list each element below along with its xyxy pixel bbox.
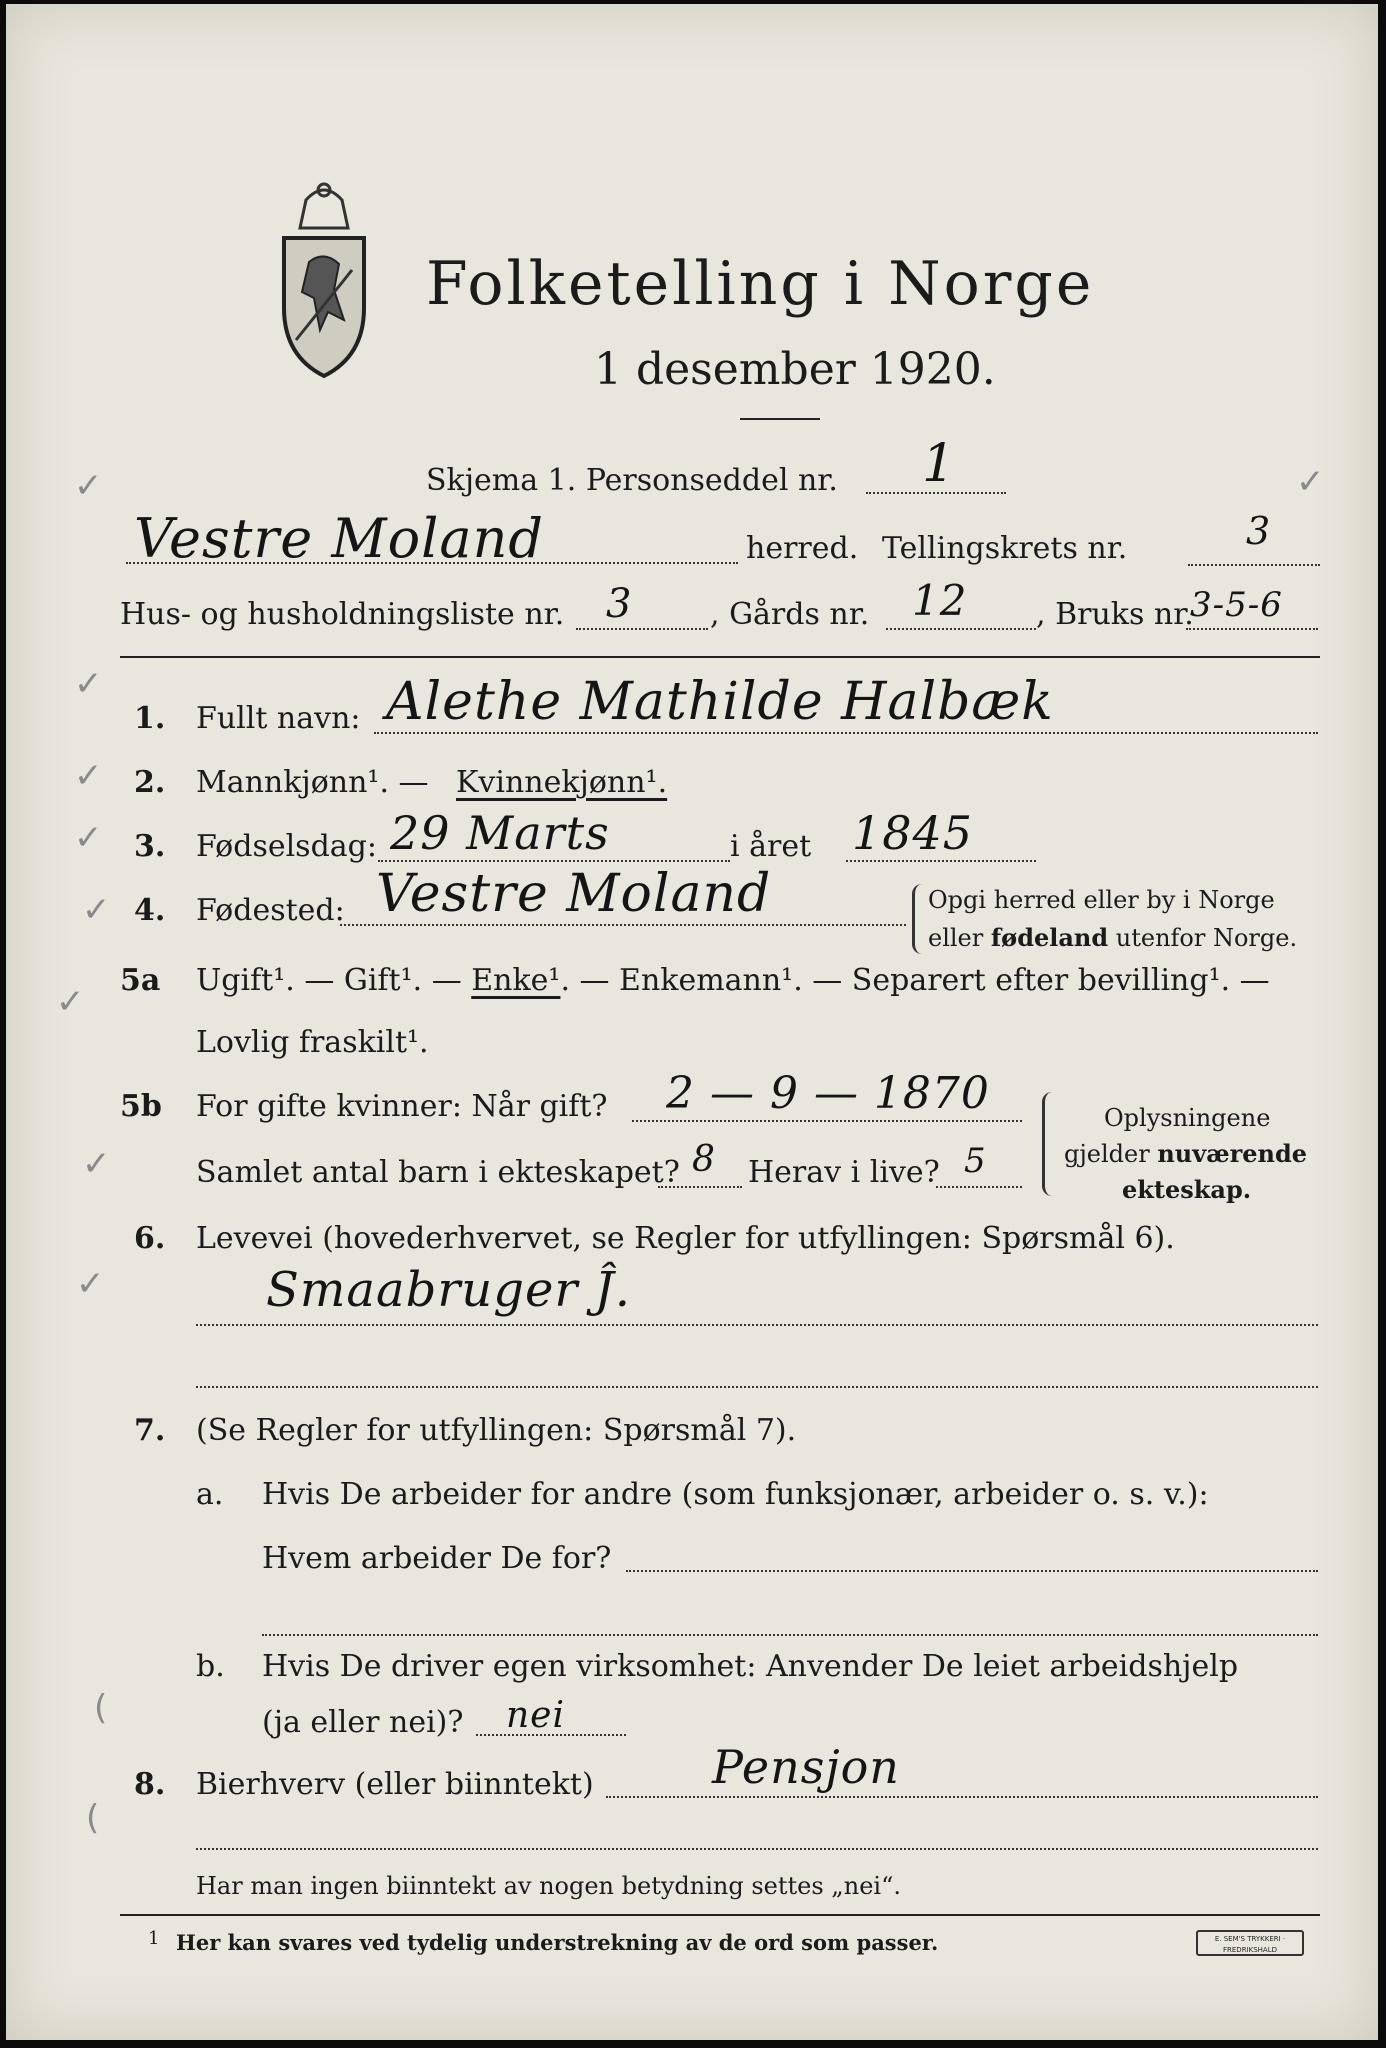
q8-value: Pensjon xyxy=(712,1740,900,1794)
q4-note-2: eller fødeland utenfor Norge. xyxy=(928,923,1298,952)
printer-stamp xyxy=(1196,1930,1304,1956)
q7a-line-2 xyxy=(262,1634,1318,1636)
q3-label: Fødselsdag: xyxy=(196,829,377,864)
gards-value: 12 xyxy=(912,576,968,625)
q7b-number: b. xyxy=(196,1649,225,1684)
bruks-value: 3-5-6 xyxy=(1190,585,1283,625)
title-divider xyxy=(740,418,820,420)
q7a-number: a. xyxy=(196,1477,224,1512)
q4-value: Vestre Moland xyxy=(376,864,772,924)
q5a-option-divorced: Lovlig fraskilt¹. xyxy=(196,1025,429,1060)
q2-option-female: Kvinnekjønn¹. xyxy=(456,765,668,800)
q2-option-male: Mannkjønn¹. — xyxy=(196,765,429,800)
section-divider xyxy=(120,656,1320,658)
q3-year-line xyxy=(846,860,1036,862)
checkmark-icon: ✓ xyxy=(82,890,111,930)
q5b-children-line xyxy=(658,1186,742,1188)
q5b-note-3: ekteskap. xyxy=(1122,1175,1252,1204)
checkmark-icon: ✓ xyxy=(74,466,103,506)
tellingskrets-value: 3 xyxy=(1246,509,1272,553)
q5b-alive-line xyxy=(936,1186,1022,1188)
q5a-number: 5a xyxy=(120,963,161,998)
q6-number: 6. xyxy=(134,1221,166,1256)
q3-day-value: 29 Marts xyxy=(390,806,610,860)
q7-number: 7. xyxy=(134,1413,166,1448)
q2-number: 2. xyxy=(134,765,166,800)
q5b-label-alive: Herav i live? xyxy=(748,1155,940,1190)
q7-label: (Se Regler for utfyllingen: Spørsmål 7). xyxy=(196,1413,797,1448)
q6-line-1 xyxy=(196,1324,1318,1326)
q4-label: Fødested: xyxy=(196,893,345,928)
q7b-question: (ja eller nei)? xyxy=(262,1705,464,1740)
q1-line xyxy=(374,732,1318,734)
footnote-text: Her kan svares ved tydelig understrekning av de ord som passer. xyxy=(176,1930,939,1955)
q6-label: Levevei (hovederhvervet, se Regler for utfyllingen: Spørsmål 6). xyxy=(196,1221,1175,1256)
gards-label: , Gårds nr. xyxy=(710,597,870,632)
footnote-divider xyxy=(120,1914,1320,1916)
husholdningsliste-value: 3 xyxy=(606,581,633,627)
checkmark-icon: ✓ xyxy=(74,818,103,858)
checkmark-icon: ✓ xyxy=(56,982,85,1022)
coat-of-arms-icon xyxy=(264,180,384,380)
q6-line-2 xyxy=(196,1386,1318,1388)
q7a-question: Hvem arbeider De for? xyxy=(262,1541,612,1576)
q5b-label-children: Samlet antal barn i ekteskapet? xyxy=(196,1155,680,1190)
q6-value: Smaabruger Ĵ. xyxy=(266,1262,632,1318)
q7a-text: Hvis De arbeider for andre (som funksjonær, arbeider o. s. v.): xyxy=(262,1477,1209,1512)
q3-year-value: 1845 xyxy=(852,806,974,860)
q1-number: 1. xyxy=(134,701,166,736)
q4-line xyxy=(340,924,906,926)
q3-number: 3. xyxy=(134,829,166,864)
q8-line-1 xyxy=(606,1796,1318,1798)
footnote-number: 1 xyxy=(148,1928,160,1949)
checkmark-icon: ✓ xyxy=(74,664,103,704)
q5a-options: Ugift¹. — Gift¹. — Enke¹. — Enkemann¹. — Separert efter bevilling¹. — xyxy=(196,963,1270,998)
form-title: Folketelling i Norge xyxy=(426,249,1095,319)
q5b-married-value: 2 — 9 — 1870 xyxy=(666,1068,990,1119)
husholdningsliste-label: Hus- og husholdningsliste nr. xyxy=(120,597,565,632)
herred-line xyxy=(126,562,738,564)
husholdningsliste-line xyxy=(576,628,708,630)
checkmark-icon: ✓ xyxy=(1296,462,1325,502)
q5b-note-1: Oplysningene xyxy=(1104,1104,1271,1132)
pencil-mark-icon: ( xyxy=(86,1798,100,1838)
skjema-label: Skjema 1. Personseddel nr. xyxy=(426,463,838,498)
q5b-note-2: gjelder nuværende xyxy=(1064,1139,1308,1168)
personseddel-value: 1 xyxy=(922,434,957,494)
q4-number: 4. xyxy=(134,893,166,928)
q3-year-label: i året xyxy=(730,829,812,864)
gards-line xyxy=(886,628,1036,630)
bruks-label: , Bruks nr. xyxy=(1036,597,1194,632)
q1-label: Fullt navn: xyxy=(196,701,361,736)
q7b-value: nei xyxy=(506,1695,566,1736)
q7a-line-1 xyxy=(626,1570,1318,1572)
q7b-text: Hvis De driver egen virksomhet: Anvender De leiet arbeidshjelp xyxy=(262,1649,1239,1684)
q8-number: 8. xyxy=(134,1767,166,1802)
printer-stamp-text: E. SEM'S TRYKKERI · FREDRIKSHALD xyxy=(1214,1935,1286,1954)
q5b-alive-value: 5 xyxy=(964,1141,987,1181)
q5b-number: 5b xyxy=(120,1089,162,1124)
pencil-mark-icon: ( xyxy=(94,1688,108,1728)
census-form xyxy=(6,4,1378,2040)
tellingskrets-label: Tellingskrets nr. xyxy=(882,531,1128,566)
q5b-label-married: For gifte kvinner: Når gift? xyxy=(196,1089,608,1124)
q4-brace xyxy=(912,884,923,954)
checkmark-icon: ✓ xyxy=(82,1144,111,1184)
checkmark-icon: ✓ xyxy=(76,1264,105,1304)
tellingskrets-line xyxy=(1188,564,1320,566)
herred-value: Vestre Moland xyxy=(134,507,544,570)
q5b-children-value: 8 xyxy=(692,1139,716,1180)
footer-note: Har man ingen biinntekt av nogen betydning settes „nei“. xyxy=(196,1872,901,1900)
checkmark-icon: ✓ xyxy=(74,756,103,796)
census-date: 1 desember 1920. xyxy=(594,344,996,395)
q8-line-2 xyxy=(196,1848,1318,1850)
bruks-line xyxy=(1186,628,1318,630)
q3-day-line xyxy=(378,860,730,862)
q5b-brace xyxy=(1042,1092,1053,1196)
q5b-married-line xyxy=(632,1120,1022,1122)
q1-value: Alethe Mathilde Halbæk xyxy=(386,672,1054,732)
q8-label: Bierhverv (eller biinntekt) xyxy=(196,1767,594,1802)
herred-label: herred. xyxy=(746,531,859,566)
q4-note-1: Opgi herred eller by i Norge xyxy=(928,886,1275,914)
